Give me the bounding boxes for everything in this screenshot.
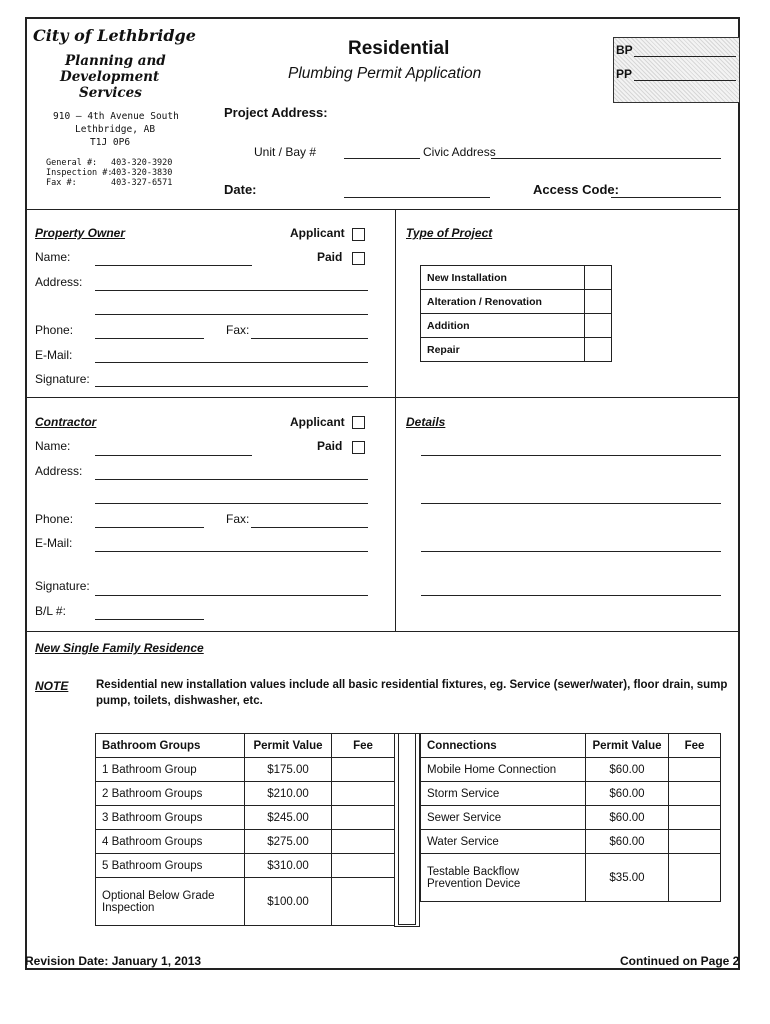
- details-line-3[interactable]: [421, 551, 721, 552]
- contractor-signature-label: Signature:: [35, 579, 90, 593]
- table-row: [96, 806, 395, 830]
- owner-fax-field[interactable]: [251, 338, 368, 339]
- contractor-name-label: Name:: [35, 439, 71, 453]
- phone-general-label: General #:: [46, 158, 98, 168]
- bathroom-row-value: $210.00: [245, 782, 332, 806]
- divider-owner: [25, 397, 740, 398]
- owner-address-label: Address:: [35, 275, 83, 289]
- bathroom-row-fee[interactable]: [332, 758, 395, 782]
- revision-date: Revision Date: January 1, 2013: [25, 954, 202, 968]
- details-line-2[interactable]: [421, 503, 721, 504]
- table-row: [421, 830, 721, 854]
- nsfr-heading: New Single Family Residence: [35, 641, 204, 655]
- owner-phone-field[interactable]: [95, 338, 204, 339]
- contractor-address-field-1[interactable]: [95, 479, 368, 480]
- divider-contractor: [25, 631, 740, 632]
- phone-inspection-label: Inspection #:: [46, 168, 113, 178]
- table-row: [421, 782, 721, 806]
- connections-row-value: $60.00: [586, 758, 669, 782]
- project-type-check-alteration[interactable]: [585, 290, 612, 314]
- contractor-email-field[interactable]: [95, 551, 368, 552]
- project-type-option: Alteration / Renovation: [421, 290, 585, 314]
- connections-row-value: $60.00: [586, 782, 669, 806]
- divider-vertical-contractor: [395, 397, 396, 631]
- owner-name-label: Name:: [35, 250, 71, 264]
- table-header-row: [96, 734, 395, 758]
- bathroom-row-value: $245.00: [245, 806, 332, 830]
- phone-fax-value: 403-327-6571: [111, 178, 173, 188]
- owner-signature-field[interactable]: [95, 386, 368, 387]
- connections-row-label: Water Service: [421, 830, 586, 854]
- bathroom-row-fee[interactable]: [332, 830, 395, 854]
- table-row: [421, 758, 721, 782]
- access-code-label: Access Code:: [533, 182, 619, 197]
- connections-row-value: $35.00: [586, 854, 669, 902]
- details-heading: Details: [406, 415, 446, 429]
- connections-header-name: Connections: [421, 734, 586, 758]
- dept-line-1: Planning and: [65, 53, 166, 69]
- contractor-address-label: Address:: [35, 464, 83, 478]
- bathroom-row-label: 5 Bathroom Groups: [96, 854, 245, 878]
- phone-inspection-value: 403-320-3830: [111, 168, 173, 178]
- table-row: [96, 878, 395, 926]
- bp-label: BP: [616, 43, 633, 57]
- bathroom-groups-table: [95, 733, 395, 926]
- project-type-row: [421, 314, 612, 338]
- bathroom-row-label-line1: Optional Below Grade: [102, 889, 215, 902]
- details-line-1[interactable]: [421, 455, 721, 456]
- contractor-applicant-checkbox[interactable]: [352, 416, 365, 429]
- bathroom-row-label: [96, 878, 245, 926]
- org-address-2: Lethbridge, AB: [75, 124, 156, 135]
- bathroom-row-value: $310.00: [245, 854, 332, 878]
- bathroom-header-groups: Bathroom Groups: [96, 734, 245, 758]
- connections-row-label: Mobile Home Connection: [421, 758, 586, 782]
- project-type-table: [420, 265, 612, 362]
- type-of-project-heading: Type of Project: [406, 226, 493, 240]
- contractor-paid-label: Paid: [317, 439, 343, 453]
- connections-row-fee[interactable]: [669, 782, 721, 806]
- owner-address-field-1[interactable]: [95, 290, 368, 291]
- note-line-1: Residential new installation values include all basic residential fixtures, eg. Service (sewer/water), floor drain, sump: [96, 679, 728, 691]
- project-type-option: Addition: [421, 314, 585, 338]
- owner-phone-label: Phone:: [35, 323, 74, 337]
- contractor-bl-label: B/L #:: [35, 604, 66, 618]
- connections-row-label-line1: Testable Backflow: [427, 865, 520, 878]
- unit-bay-label: Unit / Bay #: [254, 145, 317, 159]
- owner-paid-label: Paid: [317, 250, 343, 264]
- dept-line-3: Services: [79, 85, 142, 101]
- contractor-name-field[interactable]: [95, 455, 252, 456]
- continued-note: Continued on Page 2: [620, 954, 740, 968]
- connections-row-fee[interactable]: [669, 830, 721, 854]
- project-type-check-repair[interactable]: [585, 338, 612, 362]
- project-type-row: [421, 266, 612, 290]
- note-line-2: pump, toilets, dishwasher, etc.: [96, 695, 263, 707]
- bathroom-row-fee[interactable]: [332, 782, 395, 806]
- table-row: [96, 782, 395, 806]
- connections-table: [420, 733, 721, 902]
- note-label: NOTE: [35, 679, 69, 693]
- owner-fax-label: Fax:: [226, 323, 250, 337]
- table-row: [96, 854, 395, 878]
- table-row: [96, 830, 395, 854]
- project-type-check-new-installation[interactable]: [585, 266, 612, 290]
- table-row: [421, 854, 721, 902]
- pp-label: PP: [616, 67, 633, 81]
- property-owner-heading: Property Owner: [35, 226, 126, 240]
- owner-paid-checkbox[interactable]: [352, 252, 365, 265]
- connections-row-value: $60.00: [586, 806, 669, 830]
- civic-address-field[interactable]: [491, 158, 721, 159]
- contractor-bl-field[interactable]: [95, 619, 204, 620]
- bathroom-header-fee: Fee: [332, 734, 395, 758]
- connections-row-value: $60.00: [586, 830, 669, 854]
- bathroom-row-label: 2 Bathroom Groups: [96, 782, 245, 806]
- connections-header-value: Permit Value: [586, 734, 669, 758]
- owner-signature-label: Signature:: [35, 372, 90, 386]
- connections-header-fee: Fee: [669, 734, 721, 758]
- project-type-option: Repair: [421, 338, 585, 362]
- project-type-row: [421, 338, 612, 362]
- owner-address-field-2[interactable]: [95, 314, 368, 315]
- contractor-address-field-2[interactable]: [95, 503, 368, 504]
- contractor-signature-field[interactable]: [95, 595, 368, 596]
- divider-header: [25, 209, 740, 210]
- bp-field[interactable]: [634, 56, 736, 57]
- connections-row-label-line2: Prevention Device: [427, 877, 521, 890]
- form-subtitle: Plumbing Permit Application: [288, 65, 482, 82]
- project-address-label: Project Address:: [224, 105, 328, 120]
- table-separator-column: [394, 733, 420, 927]
- bathroom-header-value: Permit Value: [245, 734, 332, 758]
- contractor-phone-field[interactable]: [95, 527, 204, 528]
- bathroom-row-label: 1 Bathroom Group: [96, 758, 245, 782]
- bathroom-row-fee[interactable]: [332, 878, 395, 926]
- connections-row-fee[interactable]: [669, 806, 721, 830]
- date-label: Date:: [224, 182, 257, 197]
- bathroom-row-fee[interactable]: [332, 854, 395, 878]
- contractor-heading: Contractor: [35, 415, 97, 429]
- contractor-phone-label: Phone:: [35, 512, 74, 526]
- connections-row-label: Storm Service: [421, 782, 586, 806]
- connections-row-label: [421, 854, 586, 902]
- contractor-email-label: E-Mail:: [35, 536, 73, 550]
- contractor-paid-checkbox[interactable]: [352, 441, 365, 454]
- table-row: [96, 758, 395, 782]
- org-address-3: T1J 0P6: [90, 137, 131, 148]
- city-name: City of Lethbridge: [33, 26, 196, 45]
- contractor-fax-label: Fax:: [226, 512, 250, 526]
- owner-email-field[interactable]: [95, 362, 368, 363]
- connections-row-label: Sewer Service: [421, 806, 586, 830]
- phone-general-value: 403-320-3920: [111, 158, 173, 168]
- bathroom-row-label: 3 Bathroom Groups: [96, 806, 245, 830]
- connections-row-fee[interactable]: [669, 758, 721, 782]
- owner-applicant-label: Applicant: [290, 226, 345, 240]
- access-code-field[interactable]: [611, 197, 721, 198]
- bathroom-row-value: $275.00: [245, 830, 332, 854]
- contractor-applicant-label: Applicant: [290, 415, 345, 429]
- bathroom-row-fee[interactable]: [332, 806, 395, 830]
- divider-vertical-owner: [395, 209, 396, 397]
- connections-row-fee[interactable]: [669, 854, 721, 902]
- org-address-1: 910 – 4th Avenue South: [53, 111, 179, 122]
- pp-field[interactable]: [634, 80, 736, 81]
- owner-email-label: E-Mail:: [35, 348, 73, 362]
- civic-address-label: Civic Address: [423, 145, 496, 159]
- table-separator-inner: [398, 734, 416, 925]
- project-type-option: New Installation: [421, 266, 585, 290]
- bathroom-row-label-line2: Inspection: [102, 901, 155, 914]
- table-row: [421, 806, 721, 830]
- contractor-fax-field[interactable]: [251, 527, 368, 528]
- unit-bay-field[interactable]: [344, 158, 420, 159]
- bathroom-row-value: $100.00: [245, 878, 332, 926]
- bathroom-row-label: 4 Bathroom Groups: [96, 830, 245, 854]
- date-field[interactable]: [344, 197, 490, 198]
- bathroom-row-value: $175.00: [245, 758, 332, 782]
- phone-fax-label: Fax #:: [46, 178, 77, 188]
- form-title: Residential: [348, 38, 450, 59]
- owner-name-field[interactable]: [95, 265, 252, 266]
- project-type-check-addition[interactable]: [585, 314, 612, 338]
- project-type-row: [421, 290, 612, 314]
- table-header-row: [421, 734, 721, 758]
- owner-applicant-checkbox[interactable]: [352, 228, 365, 241]
- details-line-4[interactable]: [421, 595, 721, 596]
- dept-line-2: Development: [60, 69, 160, 85]
